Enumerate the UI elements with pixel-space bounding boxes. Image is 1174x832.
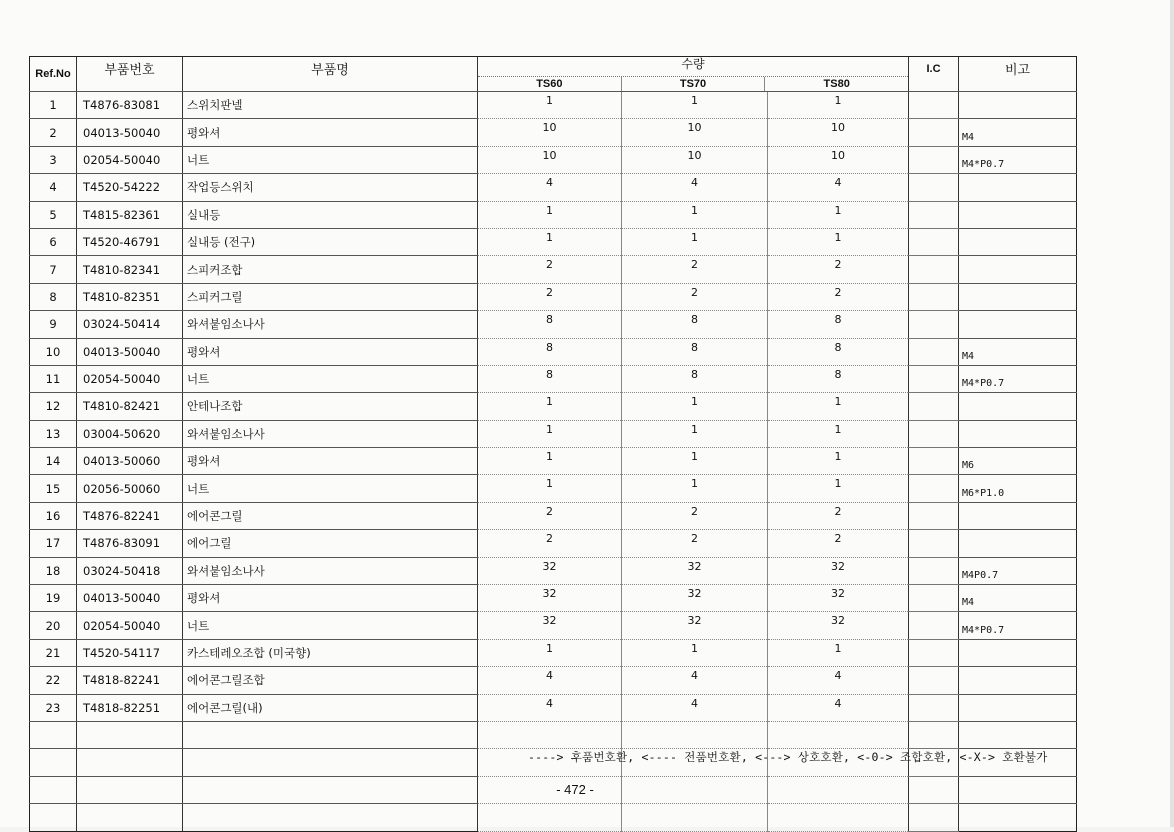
ref-no-cell: 2 <box>30 119 77 146</box>
table-row <box>30 667 1077 694</box>
qty-ts60-cell: 1 <box>478 201 622 228</box>
ref-no-cell <box>30 721 77 748</box>
qty-ts80-cell: 1 <box>768 393 909 420</box>
table-row <box>30 365 1077 392</box>
qty-ts80-cell: 8 <box>768 365 909 392</box>
qty-ts80-cell: 2 <box>768 530 909 557</box>
qty-ts70-cell: 32 <box>622 612 768 639</box>
remarks-cell: M4P0.7 <box>959 557 1077 584</box>
part-number-cell: 03004-50620 <box>77 420 183 447</box>
ref-no-cell: 3 <box>30 146 77 173</box>
qty-ts60-cell: 1 <box>478 92 622 119</box>
part-name-cell: 평와셔 <box>183 338 478 365</box>
part-name-cell: 에어콘그릴 <box>183 502 478 529</box>
remarks-cell <box>959 256 1077 283</box>
qty-ts60-cell: 4 <box>478 694 622 721</box>
part-name-cell: 평와셔 <box>183 119 478 146</box>
qty-ts80-cell: 1 <box>768 228 909 255</box>
remarks-cell <box>959 201 1077 228</box>
header-part-no: 부품번호 <box>77 57 183 92</box>
remarks-cell <box>959 420 1077 447</box>
part-name-cell: 안테나조합 <box>183 393 478 420</box>
ic-cell <box>909 311 959 338</box>
qty-ts60-cell: 1 <box>478 448 622 475</box>
part-number-cell: 02054-50040 <box>77 612 183 639</box>
qty-ts70-cell: 2 <box>622 530 768 557</box>
table-row <box>30 256 1077 283</box>
part-number-cell <box>77 749 183 776</box>
part-name-cell: 너트 <box>183 365 478 392</box>
part-name-cell: 평와셔 <box>183 585 478 612</box>
ic-cell <box>909 146 959 173</box>
remarks-cell <box>959 530 1077 557</box>
table-row <box>30 146 1077 173</box>
ic-cell <box>909 557 959 584</box>
part-name-cell <box>183 721 478 748</box>
ic-cell <box>909 338 959 365</box>
parts-table <box>29 56 1077 832</box>
header-ic: I.C <box>909 57 959 92</box>
ic-cell <box>909 393 959 420</box>
part-number-cell: T4810-82351 <box>77 283 183 310</box>
part-number-cell: 02054-50040 <box>77 146 183 173</box>
qty-ts80-cell: 8 <box>768 338 909 365</box>
table-row <box>30 694 1077 721</box>
ic-cell <box>909 201 959 228</box>
remarks-cell: M4 <box>959 585 1077 612</box>
qty-ts80-cell <box>768 721 909 748</box>
qty-ts80-cell: 4 <box>768 174 909 201</box>
qty-ts60-cell: 2 <box>478 256 622 283</box>
ic-cell <box>909 228 959 255</box>
remarks-cell <box>959 639 1077 666</box>
qty-ts80-cell: 4 <box>768 667 909 694</box>
qty-ts60-cell: 2 <box>478 502 622 529</box>
ref-no-cell: 11 <box>30 365 77 392</box>
part-number-cell: T4818-82241 <box>77 667 183 694</box>
remarks-cell <box>959 667 1077 694</box>
qty-ts70-cell: 1 <box>622 475 768 502</box>
ic-cell <box>909 639 959 666</box>
qty-ts80-cell: 10 <box>768 119 909 146</box>
table-row <box>30 119 1077 146</box>
ref-no-cell: 9 <box>30 311 77 338</box>
qty-ts80-cell: 32 <box>768 585 909 612</box>
qty-ts70-cell: 1 <box>622 92 768 119</box>
ref-no-cell: 15 <box>30 475 77 502</box>
part-name-cell: 실내등 <box>183 201 478 228</box>
qty-ts70-cell: 8 <box>622 365 768 392</box>
ic-cell <box>909 667 959 694</box>
part-name-cell: 너트 <box>183 146 478 173</box>
remarks-cell <box>959 694 1077 721</box>
qty-ts80-cell: 1 <box>768 475 909 502</box>
qty-ts60-cell: 2 <box>478 530 622 557</box>
part-number-cell: 04013-50060 <box>77 448 183 475</box>
remarks-cell: M4 <box>959 338 1077 365</box>
table-row <box>30 721 1077 748</box>
table-row <box>30 201 1077 228</box>
ic-cell <box>909 119 959 146</box>
qty-ts80-cell: 1 <box>768 448 909 475</box>
ref-no-cell: 12 <box>30 393 77 420</box>
remarks-cell: M6 <box>959 448 1077 475</box>
header-ref-no: Ref.No <box>30 57 77 92</box>
qty-ts70-cell: 8 <box>622 311 768 338</box>
ic-cell <box>909 721 959 748</box>
part-name-cell: 작업등스위치 <box>183 174 478 201</box>
header-model-columns <box>478 76 908 91</box>
qty-ts70-cell: 1 <box>622 393 768 420</box>
ref-no-cell: 18 <box>30 557 77 584</box>
remarks-cell <box>959 174 1077 201</box>
part-number-cell: T4810-82421 <box>77 393 183 420</box>
table-row <box>30 475 1077 502</box>
ic-cell <box>909 585 959 612</box>
table-row <box>30 639 1077 666</box>
qty-ts60-cell: 1 <box>478 639 622 666</box>
remarks-cell <box>959 228 1077 255</box>
parts-table-body <box>30 92 1077 832</box>
qty-ts70-cell: 2 <box>622 256 768 283</box>
part-number-cell: 02054-50040 <box>77 365 183 392</box>
ref-no-cell: 8 <box>30 283 77 310</box>
table-row <box>30 228 1077 255</box>
qty-ts60-cell: 1 <box>478 228 622 255</box>
qty-ts60-cell: 8 <box>478 311 622 338</box>
part-number-cell: T4815-82361 <box>77 201 183 228</box>
qty-ts80-cell: 1 <box>768 639 909 666</box>
part-number-cell: 04013-50040 <box>77 338 183 365</box>
ref-no-cell: 1 <box>30 92 77 119</box>
part-number-cell: 02056-50060 <box>77 475 183 502</box>
part-name-cell: 에어콘그릴조합 <box>183 667 478 694</box>
table-row <box>30 502 1077 529</box>
ref-no-cell: 21 <box>30 639 77 666</box>
table-row <box>30 448 1077 475</box>
qty-ts80-cell: 2 <box>768 283 909 310</box>
part-number-cell: 04013-50040 <box>77 119 183 146</box>
qty-ts60-cell: 32 <box>478 585 622 612</box>
remarks-cell <box>959 283 1077 310</box>
qty-ts70-cell <box>622 721 768 748</box>
table-row <box>30 530 1077 557</box>
ref-no-cell: 5 <box>30 201 77 228</box>
part-name-cell: 와셔붙임소나사 <box>183 311 478 338</box>
remarks-cell <box>959 393 1077 420</box>
ref-no-cell: 4 <box>30 174 77 201</box>
qty-ts60-cell: 8 <box>478 338 622 365</box>
remarks-cell: M4 <box>959 119 1077 146</box>
page-number: - 472 - <box>556 782 594 797</box>
qty-ts80-cell: 4 <box>768 694 909 721</box>
qty-ts70-cell: 32 <box>622 585 768 612</box>
qty-ts70-cell: 2 <box>622 502 768 529</box>
part-name-cell <box>183 749 478 776</box>
qty-ts70-cell: 1 <box>622 420 768 447</box>
qty-ts60-cell: 1 <box>478 475 622 502</box>
ref-no-cell <box>30 749 77 776</box>
qty-ts70-cell: 10 <box>622 146 768 173</box>
part-number-cell: T4810-82341 <box>77 256 183 283</box>
ic-cell <box>909 283 959 310</box>
remarks-cell <box>959 721 1077 748</box>
table-row <box>30 420 1077 447</box>
remarks-cell <box>959 502 1077 529</box>
table-row <box>30 585 1077 612</box>
qty-ts80-cell: 8 <box>768 311 909 338</box>
qty-ts70-cell: 1 <box>622 228 768 255</box>
ref-no-cell: 7 <box>30 256 77 283</box>
qty-ts70-cell: 1 <box>622 201 768 228</box>
remarks-cell <box>959 311 1077 338</box>
qty-ts80-cell: 1 <box>768 92 909 119</box>
header-model-ts70: TS70 <box>621 77 765 91</box>
part-number-cell: 04013-50040 <box>77 585 183 612</box>
header-part-name: 부품명 <box>183 57 478 92</box>
qty-ts80-cell: 32 <box>768 612 909 639</box>
qty-ts60-cell: 1 <box>478 393 622 420</box>
ic-cell <box>909 530 959 557</box>
qty-ts70-cell: 8 <box>622 338 768 365</box>
qty-ts70-cell: 4 <box>622 174 768 201</box>
qty-ts80-cell: 1 <box>768 201 909 228</box>
part-number-cell: 03024-50418 <box>77 557 183 584</box>
part-name-cell: 에어콘그릴(내) <box>183 694 478 721</box>
part-number-cell: T4520-46791 <box>77 228 183 255</box>
qty-ts60-cell <box>478 721 622 748</box>
table-header-row <box>30 57 1077 92</box>
remarks-cell: M4*P0.7 <box>959 365 1077 392</box>
ic-cell <box>909 256 959 283</box>
table-row <box>30 311 1077 338</box>
ref-no-cell: 22 <box>30 667 77 694</box>
table-row <box>30 338 1077 365</box>
qty-ts80-cell: 2 <box>768 502 909 529</box>
table-row <box>30 174 1077 201</box>
part-name-cell: 실내등 (전구) <box>183 228 478 255</box>
header-model-ts80: TS80 <box>764 77 908 91</box>
qty-ts60-cell: 32 <box>478 557 622 584</box>
remarks-cell: M4*P0.7 <box>959 612 1077 639</box>
header-quantity-title: 수량 <box>681 57 705 71</box>
ic-cell <box>909 92 959 119</box>
part-name-cell: 스피커조합 <box>183 256 478 283</box>
part-name-cell: 평와셔 <box>183 448 478 475</box>
table-row <box>30 393 1077 420</box>
qty-ts60-cell: 1 <box>478 420 622 447</box>
qty-ts70-cell: 4 <box>622 694 768 721</box>
qty-ts70-cell: 2 <box>622 283 768 310</box>
ref-no-cell: 6 <box>30 228 77 255</box>
header-model-ts60: TS60 <box>536 78 563 90</box>
interchangeability-legend: ----> 후품번호환, <---- 전품번호환, <---> 상호호환, <-0-> 조합호환, <-X-> 호환불가 <box>528 750 1048 764</box>
table-row <box>30 92 1077 119</box>
part-number-cell: T4520-54222 <box>77 174 183 201</box>
qty-ts60-cell: 4 <box>478 174 622 201</box>
qty-ts60-cell: 8 <box>478 365 622 392</box>
remarks-cell: M6*P1.0 <box>959 475 1077 502</box>
remarks-cell: M4*P0.7 <box>959 146 1077 173</box>
part-number-cell: T4520-54117 <box>77 639 183 666</box>
qty-ts70-cell: 32 <box>622 557 768 584</box>
part-name-cell: 에어그릴 <box>183 530 478 557</box>
scan-edge <box>1170 0 1174 827</box>
ic-cell <box>909 694 959 721</box>
ic-cell <box>909 420 959 447</box>
ic-cell <box>909 174 959 201</box>
ref-no-cell: 16 <box>30 502 77 529</box>
qty-ts60-cell: 10 <box>478 119 622 146</box>
qty-ts70-cell: 10 <box>622 119 768 146</box>
part-name-cell: 카스테레오조합 (미국향) <box>183 639 478 666</box>
part-name-cell: 너트 <box>183 475 478 502</box>
part-name-cell: 와셔붙임소나사 <box>183 557 478 584</box>
part-number-cell: T4876-83091 <box>77 530 183 557</box>
table-row <box>30 612 1077 639</box>
table-row <box>30 557 1077 584</box>
qty-ts80-cell: 32 <box>768 557 909 584</box>
remarks-cell <box>959 92 1077 119</box>
qty-ts60-cell: 2 <box>478 283 622 310</box>
ref-no-cell: 14 <box>30 448 77 475</box>
qty-ts70-cell: 4 <box>622 667 768 694</box>
qty-ts80-cell: 2 <box>768 256 909 283</box>
ic-cell <box>909 365 959 392</box>
qty-ts60-cell: 10 <box>478 146 622 173</box>
qty-ts70-cell: 1 <box>622 639 768 666</box>
qty-ts80-cell: 10 <box>768 146 909 173</box>
ic-cell <box>909 448 959 475</box>
ic-cell <box>909 475 959 502</box>
part-number-cell <box>77 721 183 748</box>
qty-ts60-cell: 32 <box>478 612 622 639</box>
header-remarks: 비고 <box>959 57 1077 92</box>
qty-ts80-cell: 1 <box>768 420 909 447</box>
part-number-cell: T4876-82241 <box>77 502 183 529</box>
part-number-cell: 03024-50414 <box>77 311 183 338</box>
part-name-cell: 스위치판넬 <box>183 92 478 119</box>
ref-no-cell: 20 <box>30 612 77 639</box>
qty-ts70-cell: 1 <box>622 448 768 475</box>
qty-ts60-cell: 4 <box>478 667 622 694</box>
table-row <box>30 283 1077 310</box>
header-quantity <box>478 57 909 92</box>
part-number-cell: T4876-83081 <box>77 92 183 119</box>
part-name-cell: 와셔붙임소나사 <box>183 420 478 447</box>
part-number-cell: T4818-82251 <box>77 694 183 721</box>
part-name-cell: 스피커그릴 <box>183 283 478 310</box>
ref-no-cell: 13 <box>30 420 77 447</box>
ref-no-cell: 10 <box>30 338 77 365</box>
part-name-cell: 너트 <box>183 612 478 639</box>
ic-cell <box>909 502 959 529</box>
ref-no-cell: 23 <box>30 694 77 721</box>
ref-no-cell: 19 <box>30 585 77 612</box>
ref-no-cell: 17 <box>30 530 77 557</box>
ic-cell <box>909 612 959 639</box>
